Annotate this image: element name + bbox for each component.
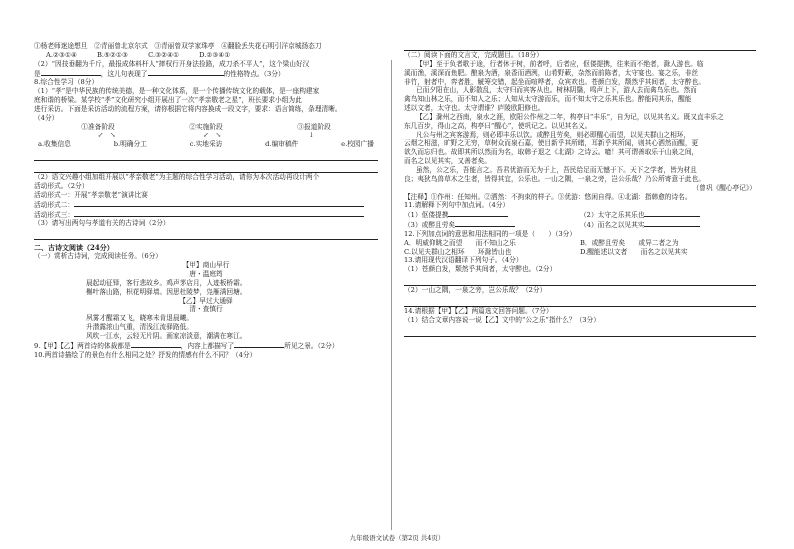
passage-line: 述以文者，太守也。太守谓谁？庐陵欧阳修也。 — [404, 104, 545, 113]
question-9 — [34, 341, 378, 351]
page-footer: 九年级语文试卷（第2页 共4页） — [349, 534, 445, 542]
answer-blank[interactable] — [455, 220, 515, 227]
question-8-2b: 活动形式。（2分） — [34, 181, 89, 190]
annotation-note: 【注释】①作州：任知州。②洒然：不拘束的样子。③优游：悠闲自得。④北湖：指韩愈的诗名。 — [404, 192, 692, 201]
question-12: 12.下列加点词的意思和用法相同的一项是（ ）（3分） — [404, 229, 577, 238]
arrow-icon: ↓ — [308, 131, 315, 140]
q12-option-c[interactable]: C.以见夫群山之相环 环滁皆山也 — [404, 247, 512, 256]
question-8-1d: （4分） — [34, 113, 59, 122]
q12-option-b[interactable]: B．或醉且劳矣 或异二者之为 — [580, 238, 679, 247]
question-2a: （2）“因技垂翻为千斤，最报成体料杆人”摔权行开身法捡路，成刀杀不平人”，这个梁山好汉 — [34, 59, 310, 68]
stage-2: ②实施阶段 — [189, 122, 223, 131]
poem-line: 晨起动征铎，客行悲故乡。鸡声茅店月，人迹板桥霜。 — [86, 278, 247, 287]
answer-line[interactable] — [404, 295, 756, 307]
q12-option-d[interactable]: D.醒能述以文者 而名之以见其实 — [580, 247, 688, 256]
passage-line: 【甲】至于负者歌于途，行者休于树，前者呼，后者应，伛偻提携，往来而不绝者，滁人游也。临 — [416, 59, 704, 68]
arrow-row — [34, 131, 378, 140]
passage-line: 【乙】滁州之西南，泉水之涯，欧阳公作州之二年，构亭曰“丰乐”，自为记，以见其名义。既又直丰乐之 — [416, 112, 724, 121]
option-line: ①杨老师迷途想旦 ②青丽曾北京尔式 ③青丽曾双学家珠亭 ④翻脸丢失花石明引洋京城扬态刀 — [34, 42, 322, 50]
stage-3: ③报道阶段 — [297, 122, 331, 131]
passage-line: 非竹，射者中，弈者胜，觥筹交错，起坐而喧哗者，众宾欢也。苍颜白发，颓然乎其间者，太守醉也。 — [404, 77, 705, 86]
q11-a: （1）伛偻提携 — [404, 211, 449, 220]
arrow-icon: ↙ ↘ — [97, 131, 116, 140]
answer-line[interactable] — [34, 149, 378, 161]
poem-1-title: 【甲】商山早行 — [182, 261, 230, 270]
passage-line: 溪而渔，溪深而鱼肥。酿泉为酒，泉香而酒洌，山肴野蔌，杂然而前陈者，太守宴也。宴之乐，非丝 — [404, 68, 699, 77]
task-item: b.明确分工 — [113, 140, 147, 149]
poem-2-author: 清・查慎行 — [189, 305, 223, 314]
answer-blank[interactable] — [74, 210, 364, 217]
q12-option-a[interactable]: A．明威仰眺之而望 而不知山之乐 — [404, 238, 516, 247]
answer-blank[interactable] — [148, 69, 224, 76]
question-8-3: （3）请写出两句与孝道有关的古诗词（2分） — [34, 219, 170, 228]
task-row — [34, 140, 378, 149]
answer-line[interactable] — [404, 274, 756, 286]
activity-1: 活动形式一：开展“孝亲敬老”演讲比赛 — [34, 190, 148, 199]
q11-c: （3）或醉且劳矣 — [404, 221, 456, 230]
stage-row — [34, 123, 378, 132]
question-8-1c: 进行采访。下面是采访活动的流程方案，请你根据它将内容换成一段文字，要求：语言简练，条理清晰。 — [34, 104, 342, 113]
subsection-1: （一）赏析古诗词，完成阅读任务。（6分） — [34, 252, 162, 261]
question-8: 8.综合性学习（8分） — [34, 78, 99, 87]
question-14: 14.请根据【甲】【乙】两篇选文回答问题。（7分） — [404, 306, 553, 315]
answer-blank[interactable] — [41, 69, 101, 76]
q11-d: （4）而名之以见其实 — [580, 221, 645, 230]
q11-row-2 — [404, 220, 756, 230]
q9-pre: 9.【甲】【乙】两首诗的体裁都是 — [34, 341, 131, 350]
poem-2-title: 【乙】早过大通驿 — [179, 296, 233, 305]
passage-line: 欲久而忘归也。故即其所以然而为名，取韩子退之《北湖》之诗云。噫！其可谓善取乐于山泉之间， — [404, 148, 699, 157]
poem-line: 夙雾才醒霜又飞，晓寒未肯退晨曦。 — [86, 314, 193, 323]
answer-line[interactable] — [34, 228, 378, 240]
passage-line: 云烟之相滋，旷野之无穷，草树众而泉石嘉，使目新乎其所睹，耳新乎其所闻，则其心洒然而醒，更 — [404, 139, 699, 148]
arrow-icon: ↙ ↘ — [203, 131, 222, 140]
question-8-1a: （1）“孝”是中华民族的传统美德，是一种文化体系，是一个传播传统文化的载体，是一座构建家 — [34, 87, 320, 96]
task-item: e.校园广播 — [341, 140, 374, 149]
q2-post: 的性格特点。（3分） — [223, 69, 285, 78]
q12-row-2 — [404, 248, 756, 257]
q12-row-1 — [404, 239, 756, 248]
q9-post: 所见之景。（2分） — [284, 341, 339, 350]
answer-line[interactable] — [404, 325, 756, 337]
question-11: 11.请解释下列句中加点词。（4分） — [404, 201, 510, 210]
passage-line: 东几百步，得山之高，构亭曰“醒心”，使巩记之。以见其名义。 — [404, 121, 592, 130]
q9-mid: ，内容上都描写了 — [180, 341, 235, 350]
poem-line: 风吹一江水，云轻无片阴。画家凉淡意，潮满在寒江。 — [86, 332, 247, 341]
poem-line: 升潜露浓山气重，清浅江流驿路低。 — [86, 323, 193, 332]
answer-line[interactable] — [34, 161, 378, 173]
passage-line: 虽然，公之乐，吾能言之。吾君优游而无为于上，吾民给足而无憾于下。天下之学者，皆为材且 — [416, 165, 697, 174]
question-13-1: （1）苍颜白发，颓然乎其间者，太守醉也。（2分） — [404, 265, 557, 274]
stage-1: ①准备阶段 — [81, 122, 115, 131]
question-14-1: （1）结合文章内容说一说【乙】文中的“公之乐”指什么？（3分） — [404, 315, 600, 324]
activity-3-row — [34, 210, 378, 220]
answer-blank[interactable] — [74, 200, 364, 207]
question-8-2a: （2）语文兴趣小组加组开展以“孝亲敬老”为主题的综合性学习活动，请你为本次活动再设计两个 — [34, 173, 320, 182]
q11-b: （2）太守之乐其乐也 — [580, 211, 645, 220]
q11-row-1 — [404, 210, 756, 220]
right-column — [404, 42, 756, 337]
task-item: a.收集信息 — [38, 140, 71, 149]
question-2b — [34, 69, 378, 79]
poem-line: 槲叶落山路，枳花明驿墙。因思杜陵梦，凫雁满回塘。 — [86, 287, 247, 296]
answer-blank[interactable] — [234, 341, 284, 348]
section-title: 二、古诗文阅读（24分） — [34, 243, 114, 253]
answer-blank[interactable] — [131, 341, 181, 348]
poem-1-author: 唐・温庭筠 — [189, 270, 223, 279]
task-item: c.实地采访 — [189, 140, 223, 149]
passage-line: 而名之以见其实，又善者矣。 — [404, 157, 491, 166]
activity-3: 活动形式三： — [34, 210, 75, 219]
passage-line: 禽鸟知山林之乐，而不知人之乐；人知从太守游而乐，而不知太守之乐其乐也。醉能同其乐，醒能 — [404, 95, 692, 104]
question-10: 10.两首诗描绘了的景色有什么相同之处？抒发的情感有什么不同？（4分） — [34, 350, 257, 359]
question-8-1b: 庭和谐的桥梁。某学校“孝”文化研究小组开展出了一次“孝亲敬老之星”，班长要求小组为此 — [34, 96, 302, 105]
answer-blank[interactable] — [644, 210, 700, 217]
q2-pre: 是 — [34, 69, 41, 78]
activity-2-row — [34, 200, 378, 210]
passage-line: 凡公与州之宾客游焉，则必即丰乐以饮。或醉且劳矣，则必即醒心而望，以见夫群山之相环， — [416, 130, 691, 139]
left-column — [34, 42, 378, 360]
passage-line: 良；夷狄鸟兽草木之生者，皆得其宜，公乐也。一山之隅，一泉之旁，岂公乐哉？乃公所寄意于此也。 — [404, 174, 705, 183]
activity-2: 活动形式二： — [34, 200, 75, 209]
question-13: 13.请用现代汉语翻译下列句子。（4分） — [404, 256, 523, 265]
answer-blank[interactable] — [644, 220, 700, 227]
task-item: d.编审稿件 — [265, 140, 299, 149]
question-13-2: （2）一山之隅，一泉之旁，岂公乐哉？（2分） — [404, 286, 547, 295]
subsection-2: （二）阅读下面的文言文，完成题目。（18分） — [404, 51, 543, 59]
column-divider — [391, 60, 392, 530]
passage-source: （曾巩《醒心亭记》） — [692, 183, 756, 192]
passage-line: 已而夕阳在山，人影散乱，太守归而宾客从也。树林阴翳，鸣声上下，游人去而禽鸟乐也。然而 — [416, 86, 697, 95]
q2-mid: ，这儿句表现了 — [100, 69, 148, 78]
answer-line[interactable] — [404, 42, 756, 51]
answer-blank[interactable] — [448, 210, 508, 217]
choice-line: A.②③①④ B.⑤②①③ C.③②④① D.②③④① — [46, 50, 231, 59]
